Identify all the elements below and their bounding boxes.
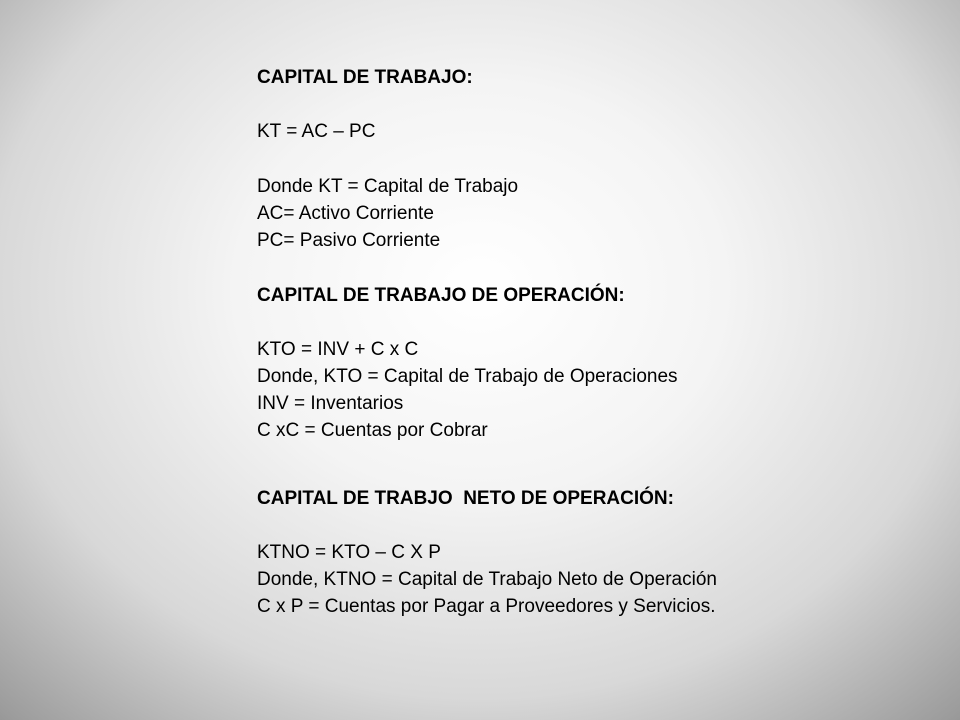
formula: KT = AC – PC <box>257 121 376 143</box>
definition-line: C x P = Cuentas por Pagar a Proveedores y Servicios. <box>257 596 716 618</box>
slide-text-body <box>257 64 937 621</box>
section-capital-de-trabajo <box>257 64 937 254</box>
section-capital-de-trabajo-de-operacion <box>257 282 937 445</box>
definition-line: Donde, KTO = Capital de Trabajo de Operaciones <box>257 366 678 388</box>
section-heading: CAPITAL DE TRABAJO DE OPERACIÓN: <box>257 284 625 306</box>
section-capital-de-trabajo-neto-de-operacion <box>257 485 937 621</box>
section-heading: CAPITAL DE TRABJO NETO DE OPERACIÓN: <box>257 487 674 509</box>
definition-line: AC= Activo Corriente <box>257 202 434 224</box>
definition-line: C xC = Cuentas por Cobrar <box>257 420 488 442</box>
definition-line: Donde KT = Capital de Trabajo <box>257 175 519 197</box>
section-heading: CAPITAL DE TRABAJO: <box>257 67 473 88</box>
formula: KTO = INV + C x C <box>257 338 419 360</box>
definition-line: Donde, KTNO = Capital de Trabajo Neto de Operación <box>257 569 717 591</box>
formula: KTNO = KTO – C X P <box>257 542 441 563</box>
definition-line: INV = Inventarios <box>257 393 404 415</box>
definition-line: PC= Pasivo Corriente <box>257 230 441 252</box>
